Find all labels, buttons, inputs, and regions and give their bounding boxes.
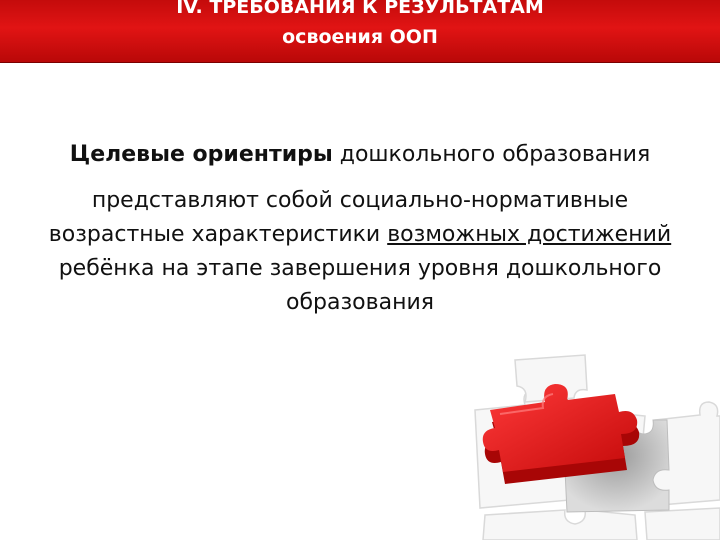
body-text-underlined: возможных достижений (387, 222, 672, 247)
body-text-part1: представляют собой социально-нормативные возрастные характеристики (48, 188, 629, 247)
slide-title-bar (0, 0, 720, 63)
slide-content (30, 138, 690, 320)
content-body (30, 184, 690, 320)
content-heading (30, 138, 690, 172)
heading-bold-text: Целевые ориентиры (69, 142, 333, 167)
slide-title: IV. ТРЕБОВАНИЯ К РЕЗУЛЬТАТАМ (176, 0, 544, 18)
body-text-part2: ребёнка на этапе завершения уровня дошкольного образования (58, 256, 662, 315)
slide-subtitle: освоения ООП (282, 26, 438, 48)
heading-rest-text: дошкольного образования (332, 142, 651, 167)
puzzle-icon (455, 350, 720, 540)
